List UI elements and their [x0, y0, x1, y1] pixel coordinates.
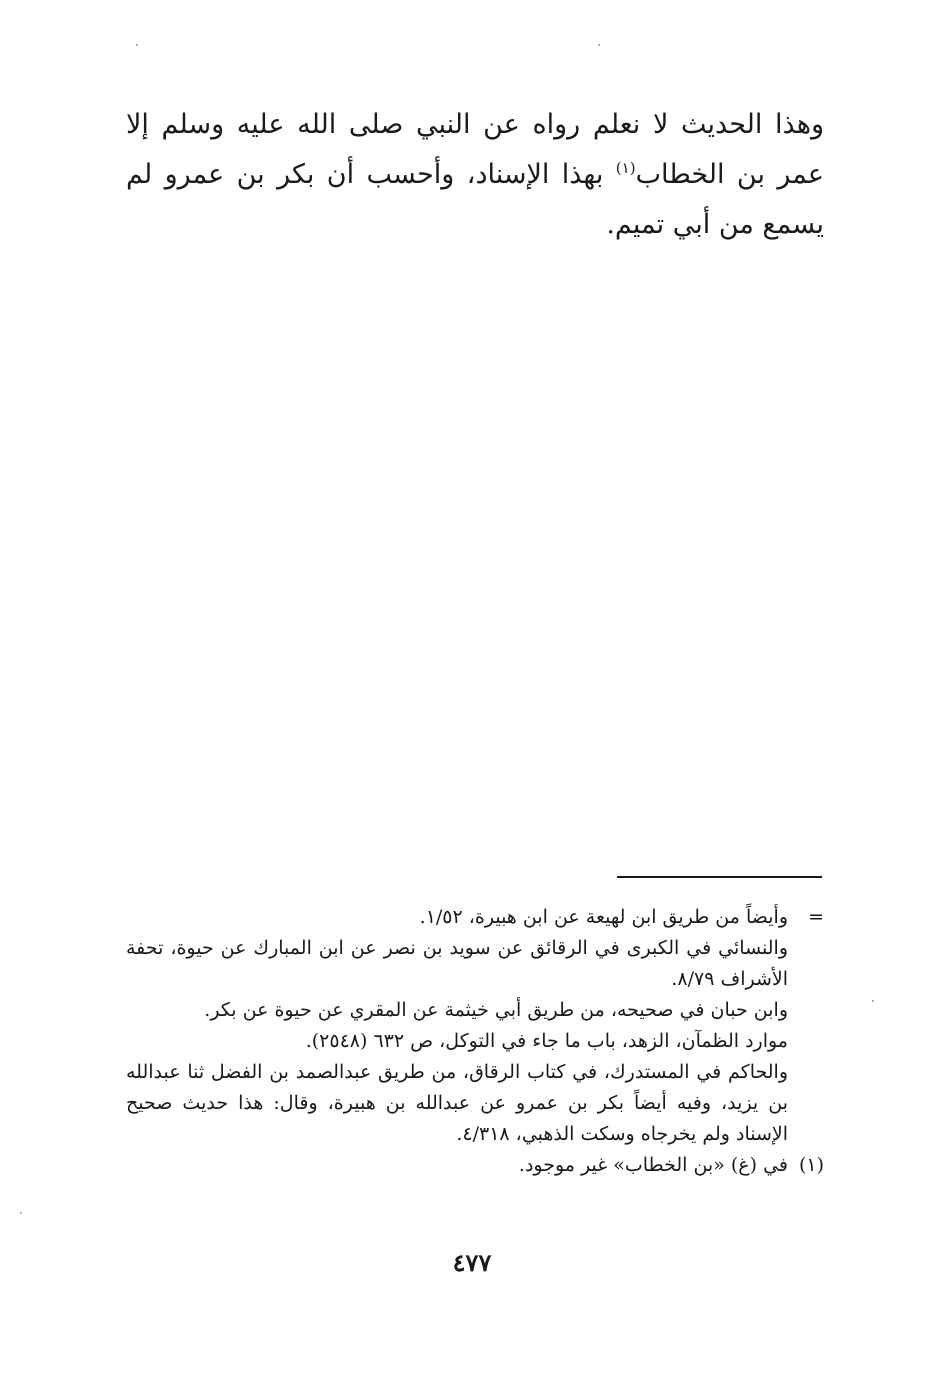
footnote-separator — [617, 876, 822, 878]
footnote-continued-2 — [126, 933, 824, 995]
footnote-1-marker: (١) — [798, 1154, 824, 1176]
footnote-line: والنسائي في الكبرى في الرقائق عن سويد بن نصر عن ابن المبارك عن حيوة، تحفة الأشراف ٨/٧٩. — [126, 937, 788, 990]
page-number: ٤٧٧ — [452, 1248, 492, 1277]
footnote-line: وأيضاً من طريق ابن لهيعة عن ابن هبيرة، ١/٥٢. — [419, 906, 788, 928]
footnote-line: وابن حبان في صحيحه، من طريق أبي خيثمة عن المقري عن حيوة عن بكر. — [204, 999, 788, 1021]
footnote-continued-1 — [126, 902, 824, 933]
footnote-continued-5 — [126, 1057, 824, 1150]
scan-speck — [20, 1212, 22, 1214]
footnote-line: موارد الظمآن، الزهد، باب ما جاء في التوكل، ص ٦٣٢ (٢٥٤٨). — [305, 1030, 788, 1052]
continuation-marker: = — [808, 906, 824, 928]
footnote-continued-3 — [126, 995, 824, 1026]
footnote-continued-4 — [126, 1026, 824, 1057]
scan-speck — [136, 44, 138, 46]
main-text-part-1: وهذا الحديث لا نعلم رواه عن النبي صلى الله عليه وسلم إلا عمر بن الخطاب — [126, 109, 824, 190]
main-text — [126, 100, 824, 250]
footnote-1-text: في (غ) «بن الخطاب» غير موجود. — [518, 1154, 788, 1176]
footnote-reference[interactable]: (١) — [615, 159, 636, 177]
footnote-line: والحاكم في المستدرك، في كتاب الرقاق، من طريق عبدالصمد بن الفضل ثنا عبدالله بن يزيد، وفيه أيضاً بكر بن عمرو عن عبدالله بن هبيرة، وقال: هذا حديث صحيح الإسناد ولم يخرجاه وسكت الذهبي، ٤/٣١٨. — [126, 1061, 788, 1145]
main-text-part-2: بهذا الإسناد، وأحسب أن بكر بن عمرو لم يسمع من أبي تميم. — [126, 159, 824, 240]
main-paragraph — [126, 100, 824, 250]
scan-speck — [872, 1000, 874, 1002]
footnotes — [126, 902, 824, 1181]
footnote-1 — [126, 1150, 824, 1181]
scan-speck — [598, 44, 600, 46]
